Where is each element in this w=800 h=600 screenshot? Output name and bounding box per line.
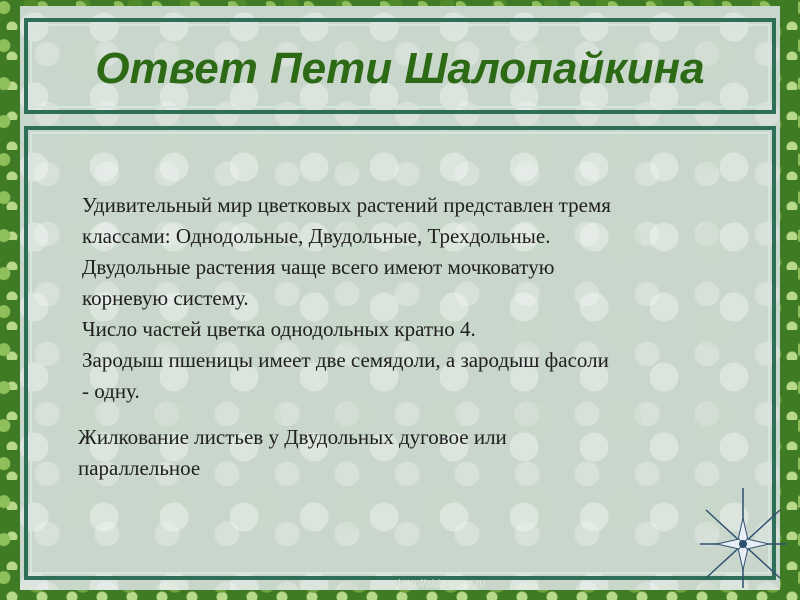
compass-star-icon [700, 488, 786, 588]
slide-title: Ответ Пети Шалопайкина [95, 44, 705, 93]
text-line: Удивительный мир цветковых растений представлен тремя [82, 193, 611, 217]
text-line: Двудольные растения чаще всего имеют мочковатую [82, 255, 555, 279]
text-line: Зародыш пшеницы имеет две семядоли, а зародыш фасоли [82, 348, 609, 372]
text-line: корневую систему. [82, 286, 249, 310]
text-line: параллельное [78, 456, 201, 480]
text-line: классами: Однодольные, Двудольные, Трехдольные. [82, 224, 551, 248]
venation-paragraph [78, 422, 768, 484]
source-url: http://aida.ucoz.ru [398, 578, 486, 590]
title-box [24, 18, 776, 114]
text-line: Число частей цветка однодольных кратно 4. [82, 317, 476, 341]
content-box [24, 126, 776, 580]
answer-paragraph [82, 190, 772, 407]
text-line: - одну. [82, 379, 140, 403]
text-line: Жилкование листьев у Двудольных дуговое или [78, 425, 507, 449]
